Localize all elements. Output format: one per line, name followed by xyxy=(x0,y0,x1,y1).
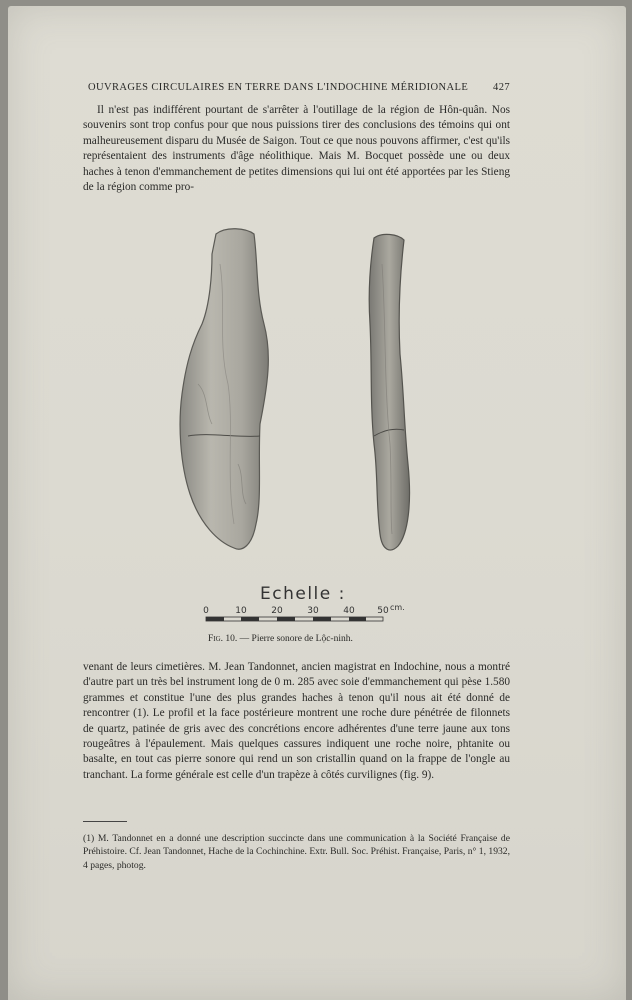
scale-bar xyxy=(200,602,420,632)
footnote-rule xyxy=(83,821,127,822)
scale-tick-20: 20 xyxy=(271,606,283,616)
stone-front-view xyxy=(180,229,268,549)
caption-label: Fig. 10. xyxy=(208,634,238,644)
book-page xyxy=(8,6,626,1000)
stone-side-view xyxy=(369,234,409,550)
running-title: OUVRAGES CIRCULAIRES EN TERRE DANS L'INDOCHINE MÉRIDIONALE xyxy=(88,82,469,93)
figure-caption xyxy=(208,634,468,644)
paragraph-bottom: venant de leurs cimetières. M. Jean Tandonnet, ancien magistrat en Indochine, nous a montré d'autre part un très bel instrument long de 0 m. 285 avec soie d'emmanchement qui pèse 1.580 grammes et constitue l'une des plus grandes haches à tenon qu'il nous ait été donné de rencontrer (1). Le profil et la face postérieure montrent une roche dure pénétrée de filonnets de quartz, patinée de gris avec des concrétions encore adhérentes d'une terre jaune aux tons rougeâtres à l'épaulement. Mais quelques cassures indiquent une roche noire, phtanite ou basalte, en tout cas pierre sonore qui rend un son cristallin quand on la frappe de l'ongle au tranchant. La forme générale est celle d'un trapèze à côtés curvilignes (fig. 9). xyxy=(83,661,510,781)
scale-tick-50: 50 xyxy=(377,606,389,616)
scale-tick-30: 30 xyxy=(307,606,319,616)
scale-tick-40: 40 xyxy=(343,606,355,616)
stone-figure-drawing xyxy=(168,224,428,559)
page-number: 427 xyxy=(493,82,510,93)
running-header xyxy=(88,82,510,93)
paragraph-top-text: Il n'est pas indifférent pourtant de s'arrêter à l'outillage de la région de Hôn-quân. Nos souvenirs sont trop confus pour que nous puissions tirer des conclusions des témoins qui ont malheureusement disparu du Musée de Saigon. Tout ce que nous pouvons affirmer, c'est qu'ils représentaient des instruments d'âge néolithique. Mais M. Bocquet possède une ou deux haches à tenon d'emmanchement de petites dimensions qui lui ont été apportées par les Stieng de la région comme pro- xyxy=(83,104,510,194)
paragraph-top xyxy=(83,103,510,195)
scale-title: Echelle : xyxy=(260,584,346,604)
scale-tick-0: 0 xyxy=(203,606,209,616)
scale-tick-10: 10 xyxy=(235,606,247,616)
footnote: (1) M. Tandonnet en a donné une description succincte dans une communication à la Société Française de Préhistoire. Cf. Jean Tandonnet, Hache de la Cochinchine. Extr. Bull. Soc. Préhist. Française, Paris, n° 1, 1932, 4 pages, photog. xyxy=(83,833,510,871)
scale-unit: cm. xyxy=(390,603,405,612)
caption-text: — Pierre sonore de Lộc-ninh. xyxy=(239,634,353,644)
